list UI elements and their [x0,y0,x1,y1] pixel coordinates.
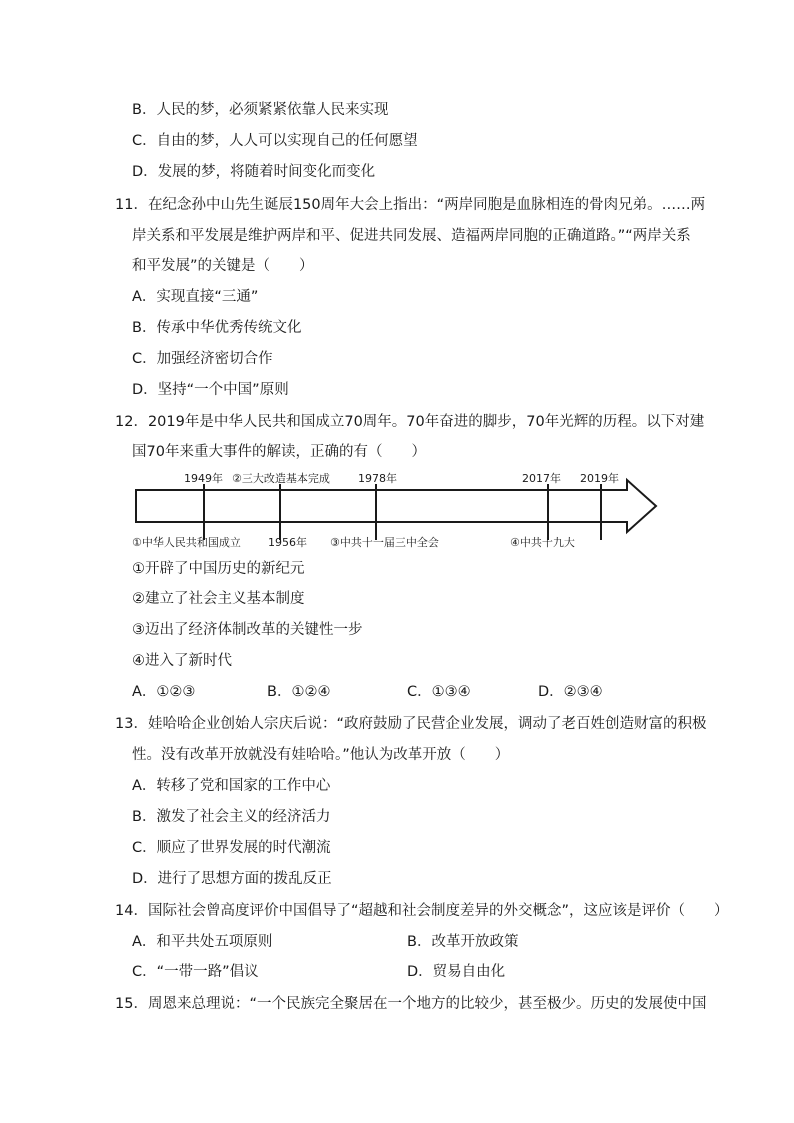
q12-stem-line2: 国70年来重大事件的解读，正确的有（ ） [132,444,426,460]
q12-statement-2: ②建立了社会主义基本制度 [132,591,305,607]
q10-option-c: C．自由的梦，人人可以实现自己的任何愿望 [132,133,418,149]
q14-option-b: B．改革开放政策 [407,934,519,950]
label-1949: 1949年 [184,472,223,485]
q13-stem-line2: 性。没有改革开放就没有娃哈哈。”他认为改革开放（ ） [132,747,510,763]
label-third-plenum: ③中共十一届三中全会 [330,536,439,549]
q12-option-d: D．②③④ [538,684,603,700]
label-1978: 1978年 [358,472,397,485]
q12-statement-1: ①开辟了中国历史的新纪元 [132,561,305,577]
q13-option-c: C．顺应了世界发展的时代潮流 [132,840,331,856]
label-19th-congress: ④中共十九大 [510,536,575,549]
q11-stem-line2: 岸关系和平发展是维护两岸和平、促进共同发展、造福两岸同胞的正确道路。”“两岸关系 [132,228,691,244]
q14-stem-line1: 14．国际社会曾高度评价中国倡导了“超越和社会制度差异的外交概念”，这应该是评价（ ） [115,903,729,919]
q12-stem-line1: 12．2019年是中华人民共和国成立70周年。70年奋进的脚步，70年光辉的历程。以下对建 [115,414,705,430]
q13-option-d: D．进行了思想方面的拨乱反正 [132,871,332,887]
q12-statement-3: ③迈出了经济体制改革的关键性一步 [132,622,363,638]
q12-option-b: B．①②④ [267,684,331,700]
q11-stem-line3: 和平发展”的关键是（ ） [132,258,314,274]
label-1956: 1956年 [268,536,307,549]
q15-stem-line1: 15．周恩来总理说：“一个民族完全聚居在一个地方的比较少，甚至极少。历史的发展使中国 [115,996,707,1012]
q14-option-d: D．贸易自由化 [407,964,506,980]
q12-option-a: A．①②③ [132,684,196,700]
q11-option-d: D．坚持“一个中国”原则 [132,382,289,398]
q14-option-c: C．“一带一路”倡议 [132,964,259,980]
q11-stem-line1: 11．在纪念孙中山先生诞辰150周年大会上指出：“两岸同胞是血脉相连的骨肉兄弟。……两 [115,197,706,213]
label-socialist-transformation: ②三大改造基本完成 [232,472,330,485]
timeline-arrow [136,480,656,532]
timeline-figure [0,462,794,558]
label-2019: 2019年 [580,472,619,485]
q13-option-a: A．转移了党和国家的工作中心 [132,778,331,794]
q11-option-c: C．加强经济密切合作 [132,351,273,367]
q13-option-b: B．激发了社会主义的经济活力 [132,809,331,825]
q12-option-c: C．①③④ [407,684,471,700]
q11-option-b: B．传承中华优秀传统文化 [132,320,302,336]
label-2017: 2017年 [522,472,561,485]
q14-option-a: A．和平共处五项原则 [132,934,273,950]
q11-option-a: A．实现直接“三通” [132,289,259,305]
q13-stem-line1: 13．娃哈哈企业创始人宗庆后说：“政府鼓励了民营企业发展，调动了老百姓创造财富的积极 [115,716,707,732]
label-prc-founding: ①中华人民共和国成立 [132,536,241,549]
q10-option-b: B．人民的梦，必须紧紧依靠人民来实现 [132,102,389,118]
q10-option-d: D．发展的梦，将随着时间变化而变化 [132,164,376,180]
q12-statement-4: ④进入了新时代 [132,653,232,669]
